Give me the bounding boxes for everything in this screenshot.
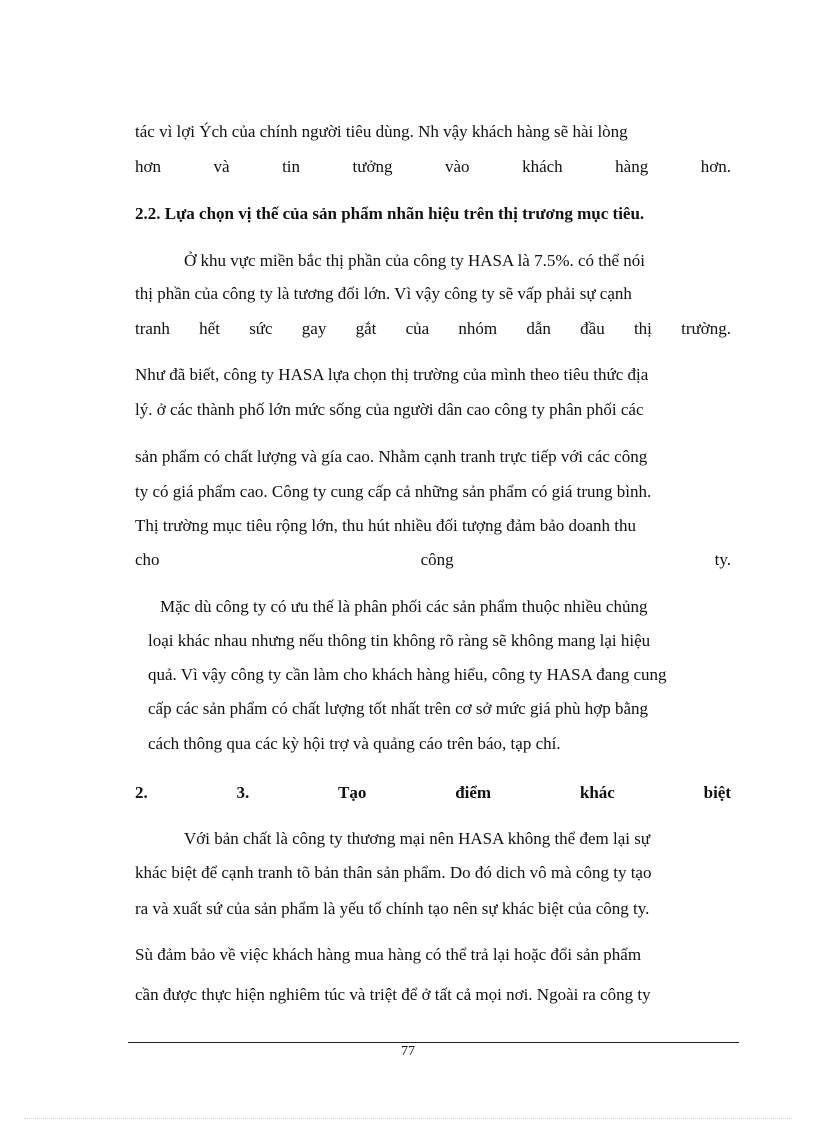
- word: trường.: [681, 319, 731, 338]
- text-line: loại khác nhau nhưng nếu thông tin không rõ ràng sẽ không mang lại hiệu: [148, 631, 651, 650]
- text-line: khác biệt để cạnh tranh tõ bản thân sản phẩm. Do đó dich vô mà công ty tạo: [135, 863, 652, 882]
- word: hàng: [615, 157, 649, 176]
- section-heading: 2.2. Lựa chọn vị thế của sản phẩm nhãn hiệu trên thị trương mục tiêu.: [135, 204, 645, 223]
- text-line: cấp các sản phẩm có chất lượng tốt nhất trên cơ sở mức giá phù hợp bằng: [148, 699, 649, 718]
- text-line-justified: [135, 549, 731, 571]
- text-line: cần được thực hiện nghiêm túc và triệt để ở tất cả mọi nơi. Ngoài ra công ty: [135, 985, 651, 1004]
- page-number: 77: [401, 1044, 415, 1059]
- word: đầu: [580, 319, 605, 338]
- page-edge-dotted-line: [24, 1118, 792, 1119]
- word: biệt: [703, 783, 731, 802]
- word: tin: [282, 157, 301, 176]
- text-line: Với bản chất là công ty thương mại nên HASA không thể đem lại sự: [184, 829, 651, 848]
- word: Tạo: [338, 783, 367, 802]
- word: hơn: [135, 157, 161, 176]
- word: nhóm: [458, 319, 498, 338]
- text-line: Sù đảm bảo về việc khách hàng mua hàng có thể trả lại hoặc đổi sản phẩm: [135, 945, 642, 964]
- word: điểm: [455, 783, 492, 802]
- text-line: lý. ở các thành phố lớn mức sống của người dân cao công ty phân phối các: [135, 400, 644, 419]
- text-line: ra và xuất sứ của sản phẩm là yếu tố chính tạo nên sự khác biệt của công ty.: [135, 899, 650, 918]
- word: gắt: [355, 319, 377, 338]
- word: hết: [199, 319, 220, 338]
- text-line: thị phần của công ty là tương đối lớn. Vì vậy công ty sẽ vấp phải sự cạnh: [135, 284, 632, 303]
- text-line-justified: [135, 318, 731, 340]
- word: công: [420, 550, 454, 569]
- text-line: ty có giá phẩm cao. Công ty cung cấp cả những sản phẩm có giá trung bình.: [135, 482, 652, 501]
- word: khác: [579, 783, 615, 802]
- word: và: [213, 157, 230, 176]
- text-line: cách thông qua các kỳ hội trợ và quảng cáo trên báo, tạp chí.: [148, 734, 561, 753]
- word: 2.: [135, 783, 148, 802]
- text-line-justified: [135, 156, 731, 178]
- word: tưởng: [352, 157, 393, 176]
- word: tranh: [135, 319, 170, 338]
- word: sức: [249, 319, 273, 338]
- word: khách: [522, 157, 563, 176]
- text-line: Thị trường mục tiêu rộng lớn, thu hút nhiều đối tượng đảm bảo doanh thu: [135, 516, 637, 535]
- word: thị: [633, 319, 652, 338]
- section-heading-justified: [135, 782, 731, 804]
- text-line: sản phẩm có chất lượng và gía cao. Nhằm cạnh tranh trực tiếp với các công: [135, 447, 648, 466]
- text-line: Như đã biết, công ty HASA lựa chọn thị trường của mình theo tiêu thức địa: [135, 365, 649, 384]
- word: hơn.: [700, 157, 731, 176]
- word: dẫn: [526, 319, 551, 338]
- text-line: quả. Vì vậy công ty cần làm cho khách hàng hiểu, công ty HASA đang cung: [148, 665, 667, 684]
- word: cho: [135, 550, 160, 569]
- text-line: tác vì lợi Ých của chính người tiêu dùng. Nh vậy khách hàng sẽ hài lòng: [135, 122, 628, 141]
- text-line: Ở khu vực miền bắc thị phần của công ty HASA là 7.5%. có thể nói: [184, 251, 646, 270]
- word: 3.: [236, 783, 250, 802]
- text-line: Mặc dù công ty có ưu thế là phân phối các sản phẩm thuộc nhiều chủng: [160, 597, 648, 616]
- word: ty.: [714, 550, 731, 569]
- word: vào: [445, 157, 470, 176]
- word: của: [405, 319, 430, 338]
- word: gay: [301, 319, 327, 338]
